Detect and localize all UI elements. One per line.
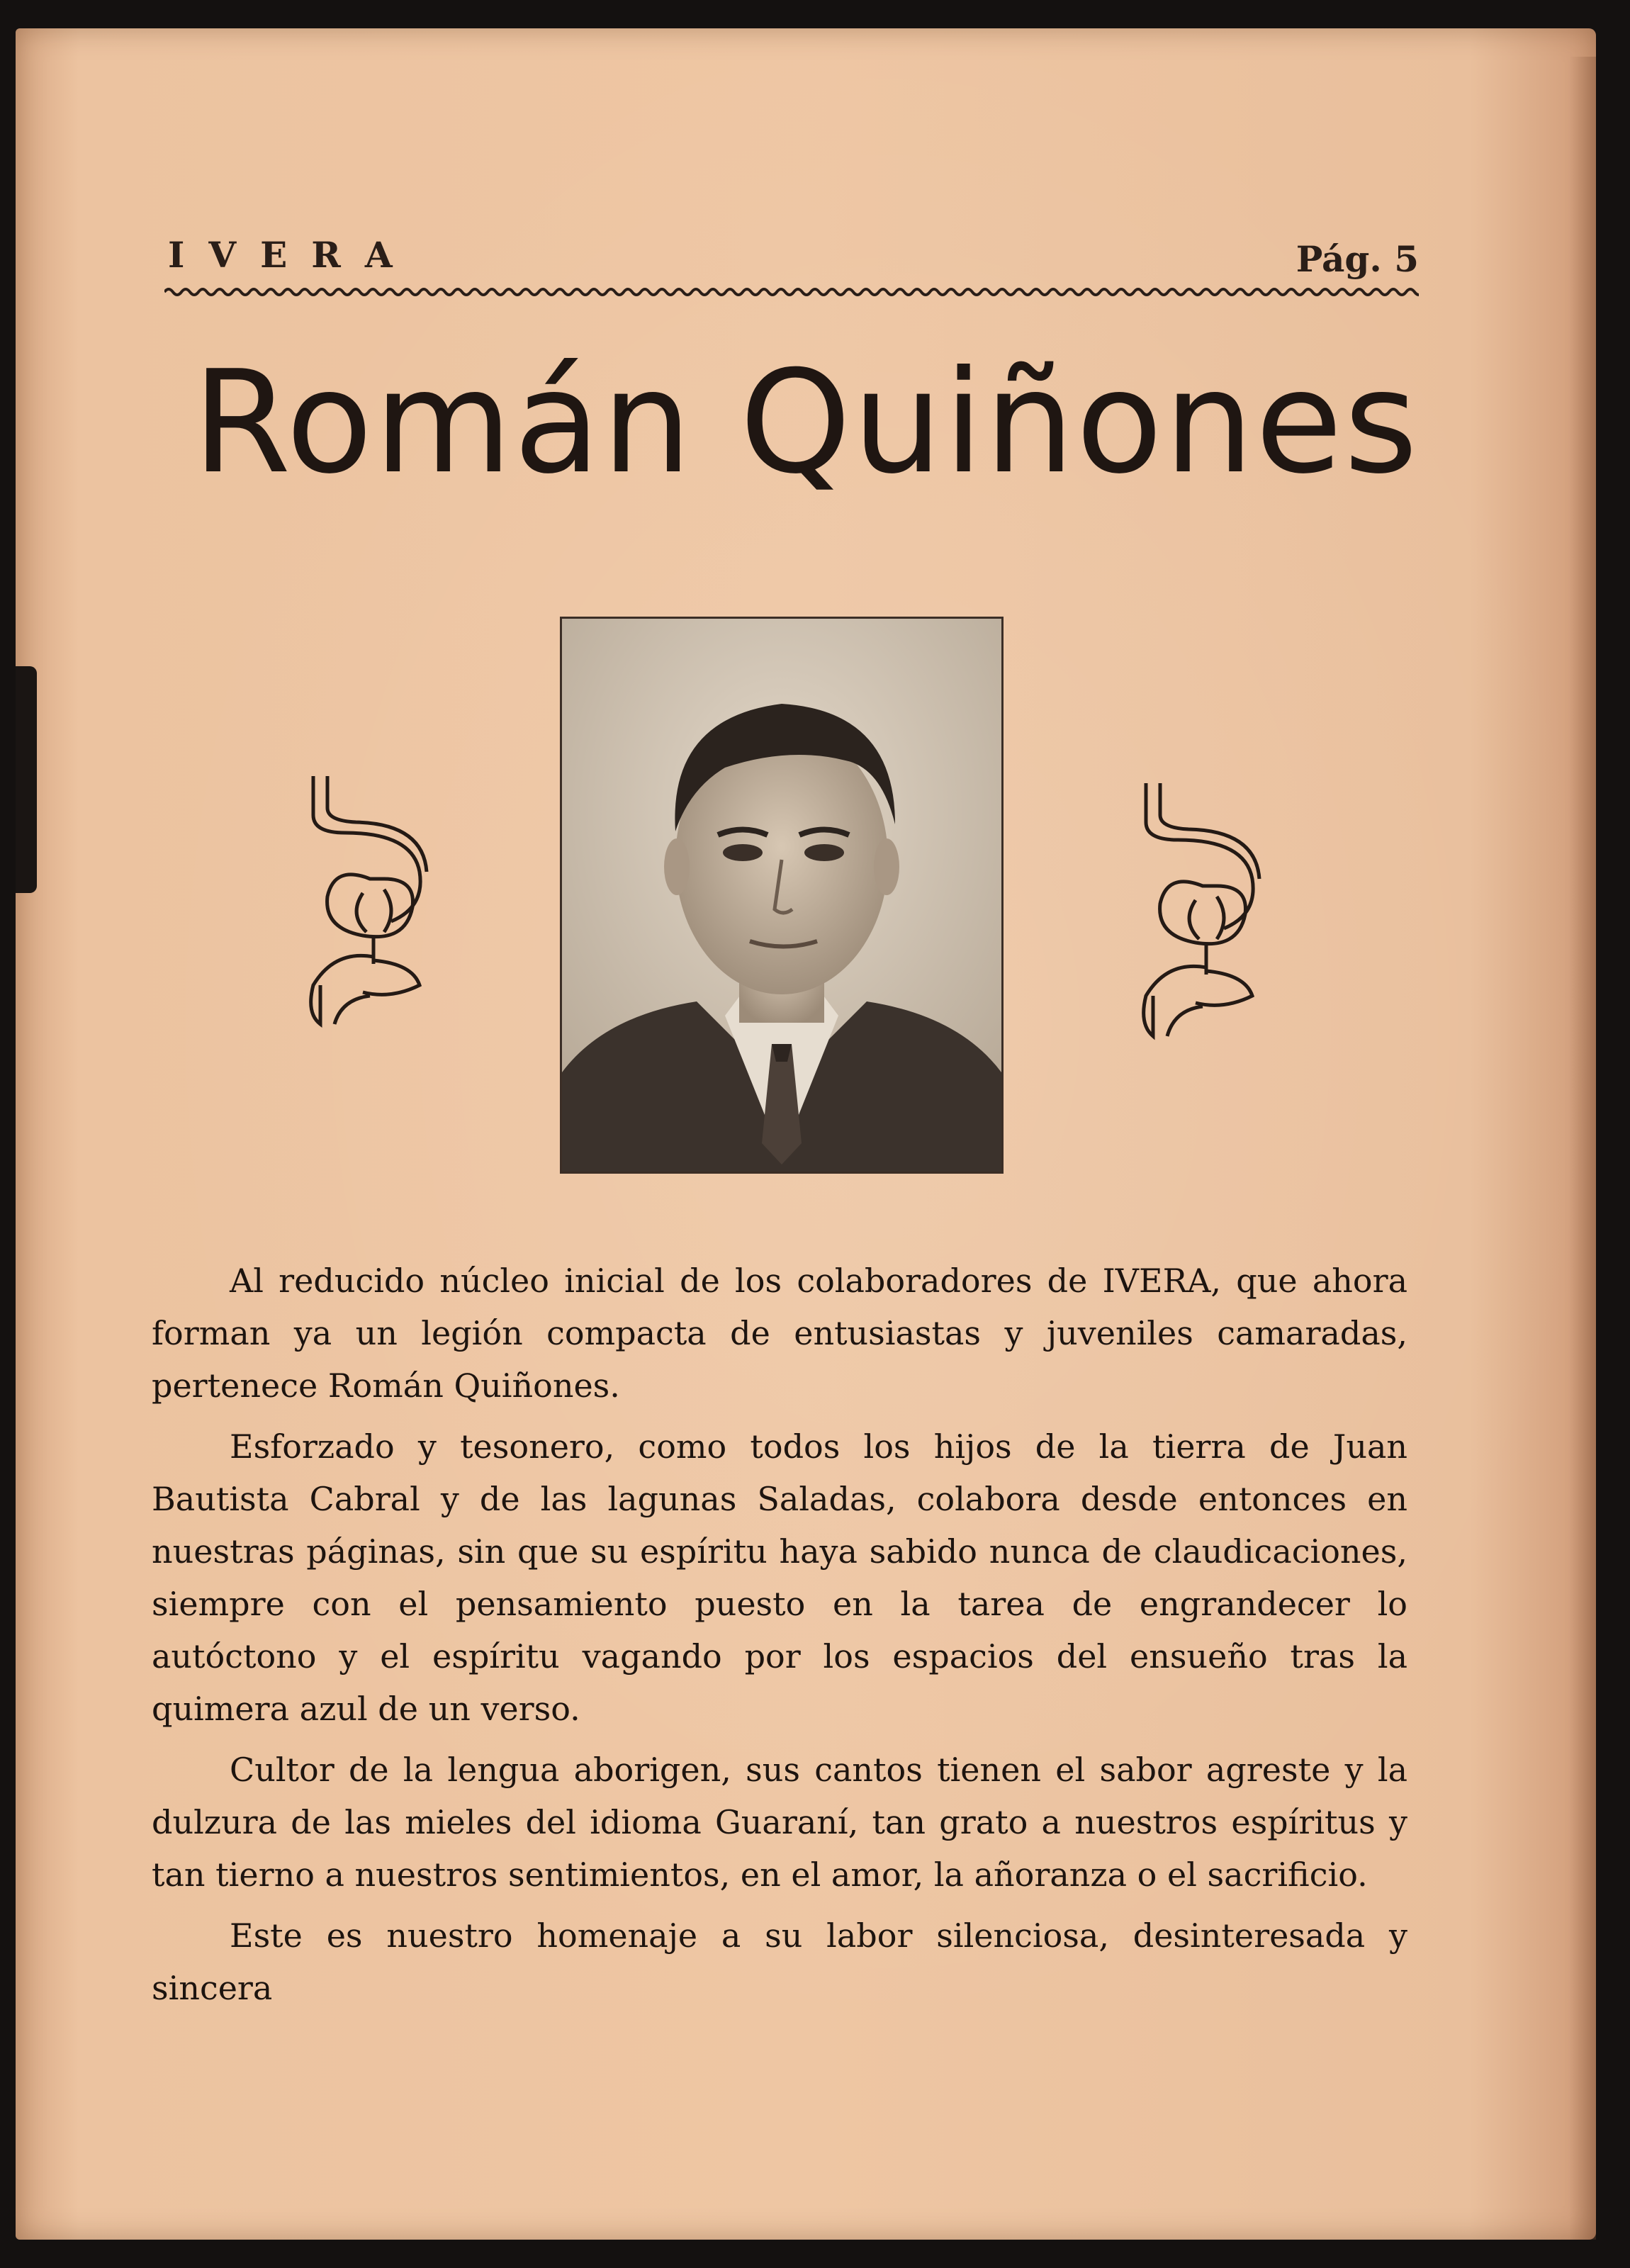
magazine-name: IVERA bbox=[168, 234, 417, 276]
page-binding bbox=[16, 666, 37, 893]
article-body bbox=[152, 1254, 1407, 2023]
paragraph-3: Cultor de la lengua aborigen, sus cantos tienen el sabor agreste y la dulzura de las mieles del idioma Guaraní, tan grato a nuestros espíritus y tan tierno a nuestros sentimientos, en el amor, la añoranza o el sacrificio. bbox=[152, 1751, 1407, 1894]
page-number: Pág. 5 bbox=[1295, 238, 1419, 280]
page-header bbox=[150, 234, 1419, 298]
page-title: Román Quiñones bbox=[192, 340, 1420, 505]
paragraph-1: Al reducido núcleo inicial de los colaboradores de IVERA, que ahora forman ya un legión compacta de entusiastas y juveniles camaradas, pertenece Román Quiñones. bbox=[152, 1262, 1407, 1405]
paragraph-2: Esforzado y tesonero, como todos los hijos de la tierra de Juan Bautista Cabral y de las lagunas Saladas, colabora desde entonces en nuestras páginas, sin que su espíritu haya sabido nunca de claudicaciones, siempre con el pensamiento puesto en la tarea de engrandecer lo autóctono y el espíritu vagando por los espacios del ensueño tras la quimera azul de un verso. bbox=[152, 1427, 1407, 1728]
paragraph-4: Este es nuestro homenaje a su labor silenciosa, desinteresada y sincera bbox=[152, 1916, 1407, 2007]
wavy-rule bbox=[164, 285, 1419, 299]
portrait-icon bbox=[562, 619, 1001, 1172]
lily-ornament-left bbox=[306, 773, 434, 1028]
lily-ornament-right bbox=[1139, 780, 1266, 1042]
portrait-photo bbox=[560, 617, 1004, 1174]
magazine-page bbox=[16, 28, 1596, 2240]
